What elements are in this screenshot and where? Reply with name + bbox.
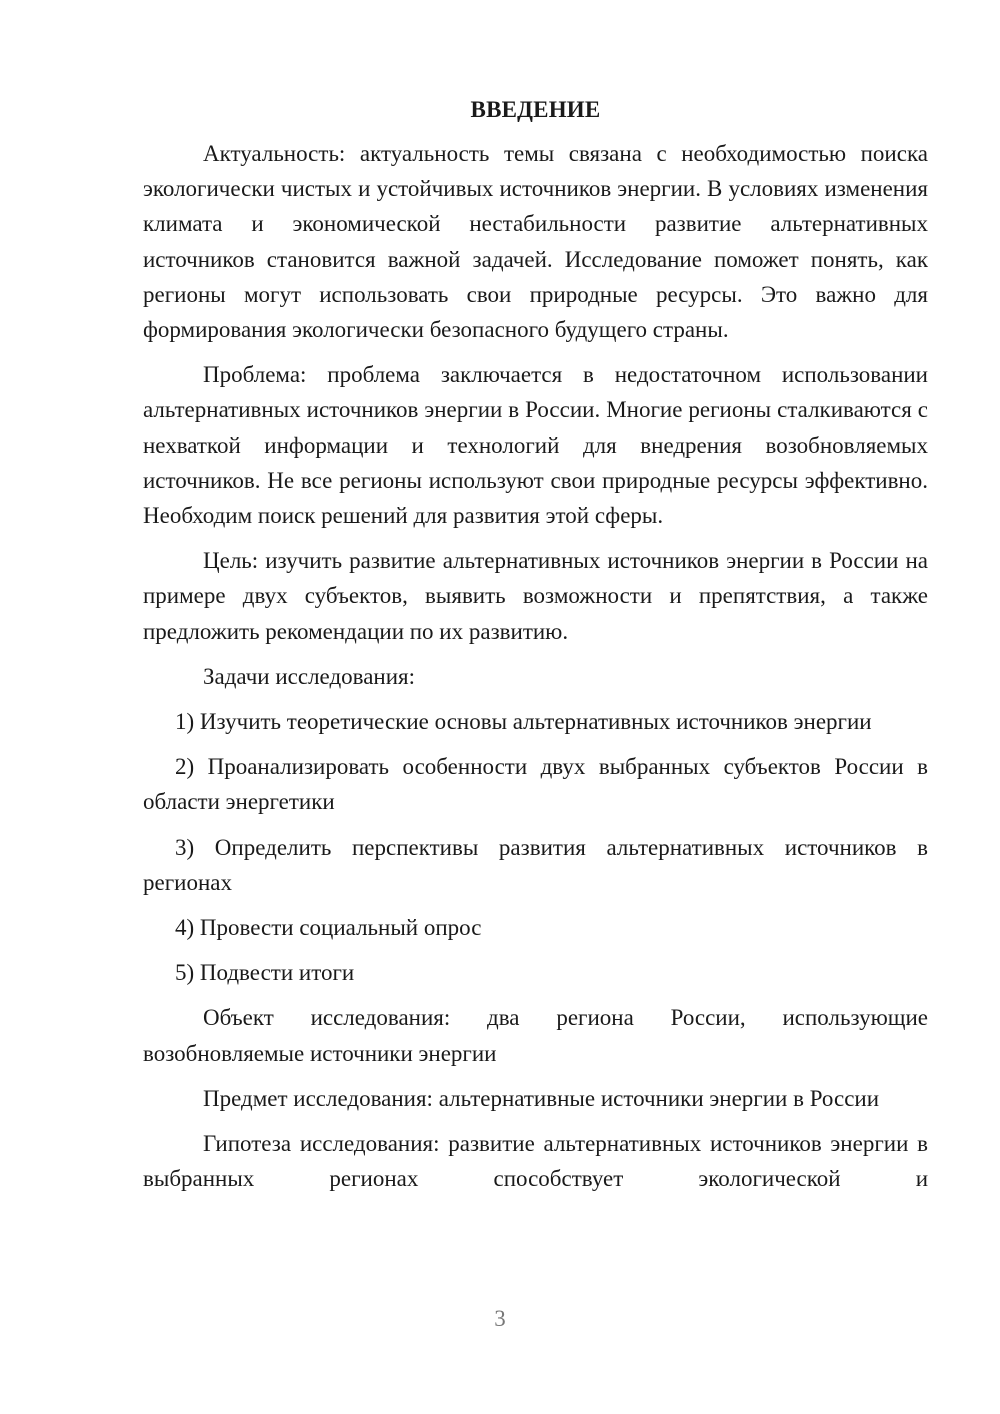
paragraph-problem: Проблема: проблема заключается в недостаточном использовании альтернативных источников энергии в России. Многие регионы сталкиваются с нехваткой информации и технологий для внедрения возобновляемых источников. Не все регионы используют свои природные ресурсы эффективно. Необходим поиск решений для развития этой сферы.	[143, 362, 928, 529]
task-item-3: 3) Определить перспективы развития альтернативных источников в регионах	[143, 834, 928, 895]
task-item-1: 1) Изучить теоретические основы альтернативных источников энергии	[175, 709, 872, 735]
paragraph-object: Объект исследования: два региона России, использующие возобновляемые источники энергии	[143, 1005, 928, 1066]
paragraph-relevance: Актуальность: актуальность темы связана с необходимостью поиска экологически чистых и устойчивых источников энергии. В условиях изменения климата и экономической нестабильности развитие альтернативных источников становится важной задачей. Исследование поможет понять, как регионы могут использовать свои природные ресурсы. Это важно для формирования экологически безопасного будущего страны.	[143, 141, 928, 343]
task-item-4: 4) Провести социальный опрос	[175, 915, 482, 941]
paragraph-tasks-intro: Задачи исследования:	[203, 663, 416, 689]
task-item-5: 5) Подвести итоги	[175, 960, 355, 986]
document-page	[143, 94, 928, 1206]
paragraph-goal: Цель: изучить развитие альтернативных источников энергии в России на примере двух субъектов, выявить возможности и препятствия, а также предложить рекомендации по их развитию.	[143, 548, 928, 644]
paragraph-hypothesis: Гипотеза исследования: развитие альтернативных источников энергии в выбранных регионах способствует экологической и	[143, 1131, 928, 1192]
task-item-2: 2) Проанализировать особенности двух выбранных субъектов России в области энергетики	[143, 754, 928, 815]
section-heading: ВВЕДЕНИЕ	[470, 97, 601, 122]
paragraph-subject: Предмет исследования: альтернативные источники энергии в России	[203, 1085, 880, 1111]
page-number: 3	[494, 1306, 506, 1331]
